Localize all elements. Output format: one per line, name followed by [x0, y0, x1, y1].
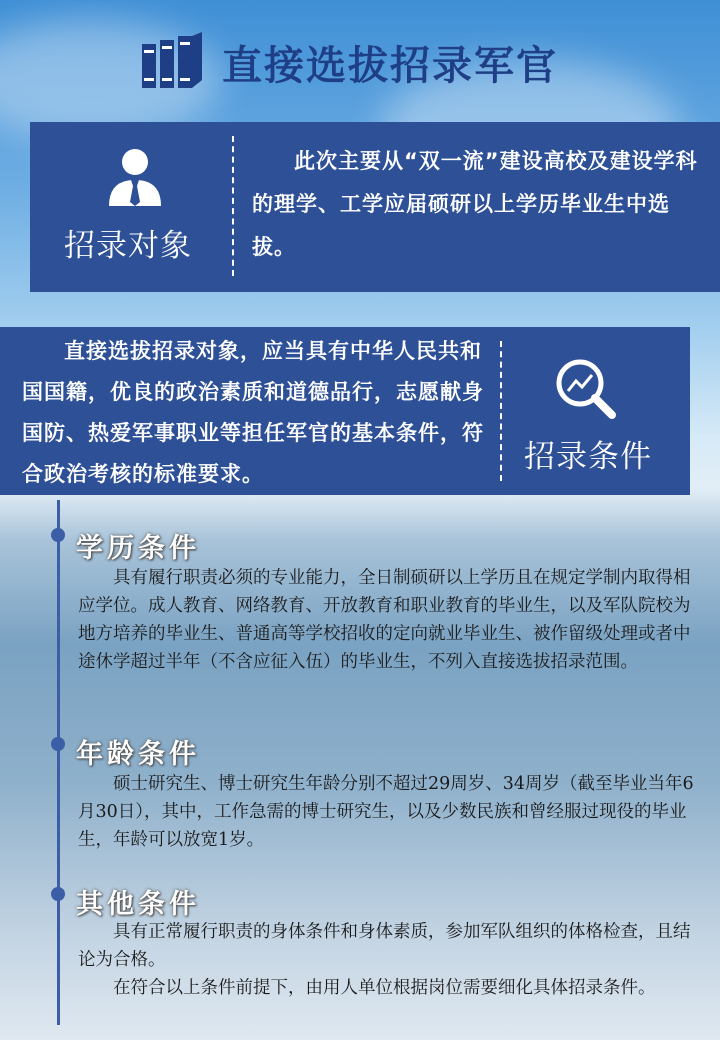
person-icon	[106, 146, 164, 212]
conditions-text: 直接选拔招录对象，应当具有中华人民共和国国籍，优良的政治素质和道德品行，志愿献身国防、热爱军事职业等担任军官的基本条件，符合政治考核的标准要求。	[22, 339, 484, 486]
timeline-dot	[51, 528, 65, 542]
divider	[500, 341, 502, 481]
conditions-label: 招录条件	[524, 439, 652, 475]
section-body-other	[78, 918, 694, 1002]
books-icon	[140, 32, 206, 94]
divider	[232, 136, 234, 276]
timeline-dot	[51, 887, 65, 901]
target-label: 招录对象	[64, 228, 192, 264]
target-text: 此次主要从“双一流”建设高校及建设学科的理学、工学应届硕研以上学历毕业生中选拔。	[252, 149, 698, 259]
paragraph: 具有正常履行职责的身体条件和身体素质，参加军队组织的体格检查，且结论为合格。	[78, 922, 691, 970]
paragraph: 在符合以上条件前提下，由用人单位根据岗位需要细化具体招录条件。	[113, 978, 656, 998]
section-title-education: 学历条件	[76, 533, 200, 564]
section-title-other: 其他条件	[76, 889, 200, 920]
section-title-age: 年龄条件	[76, 739, 200, 770]
section-body-age	[78, 770, 694, 854]
paragraph: 硕士研究生、博士研究生年龄分别不超过29周岁、34周岁（截至毕业当年6月30日），其中，工作急需的博士研究生，以及少数民族和曾经服过现役的毕业生，年龄可以放宽1岁。	[78, 774, 694, 850]
conditions-panel	[0, 327, 690, 495]
section-body-education	[78, 564, 694, 676]
paragraph: 具有履行职责必须的专业能力，全日制硕研以上学历且在规定学制内取得相应学位。成人教育、网络教育、开放教育和职业教育的毕业生，以及军队院校为地方培养的毕业生、普通高等学校招收的定向就业毕业生、被作留级处理或者中途休学超过半年（不含应征入伍）的毕业生，不列入直接选拔招录范围。	[78, 568, 691, 672]
page-title: 直接选拔招录军官	[222, 43, 558, 89]
target-panel	[30, 122, 720, 292]
magnifier-chart-icon	[554, 357, 620, 423]
header	[0, 18, 720, 98]
timeline-line	[57, 500, 60, 1025]
timeline-dot	[51, 737, 65, 751]
